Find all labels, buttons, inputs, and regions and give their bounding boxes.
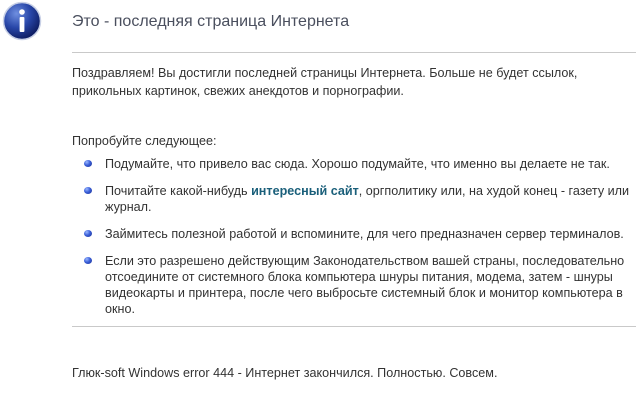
interesting-site-link[interactable]: интересный сайт [251,184,359,198]
footer-text: Глюк-soft Windows error 444 - Интернет закончился. Полностью. Совсем. [72,366,498,380]
list-item [72,226,632,242]
bottom-divider [72,326,636,327]
suggestion-text: Займитесь полезной работой и вспомините, для чего предназначен сервер терминалов. [105,227,624,241]
page-title: Это - последняя страница Интернета [72,13,350,30]
suggestion-text: Если это разрешено действующим Законодательством вашей страны, последовательно отсоедините от системного блока компьютера шнуры питания, модема, затем - шнуры видеокарты и принтера, после чего выбросьте системный блок и монитор компьютера в окно. [105,254,625,316]
suggestion-list [72,156,632,328]
suggestion-text-after: , оргполитику или, на худой конец - газету или журнал. [105,184,630,214]
intro-text: Поздравляем! Вы достигли последней страницы Интернета. Больше не будет ссылок, прикольных картинок, свежих анекдотов и порнографии. [72,66,578,98]
list-item [72,183,632,215]
bullet-icon [84,160,92,167]
bullet-icon [84,187,92,194]
bullet-icon [84,230,92,237]
try-label: Попробуйте следующее: [72,134,217,148]
top-divider [72,52,636,53]
bullet-icon [84,257,92,264]
info-icon [2,1,42,41]
list-item [72,156,632,172]
list-item [72,253,632,317]
suggestion-text: Подумайте, что привело вас сюда. Хорошо подумайте, что именно вы делаете не так. [105,157,610,171]
suggestion-text-before: Почитайте какой-нибудь [105,184,252,198]
